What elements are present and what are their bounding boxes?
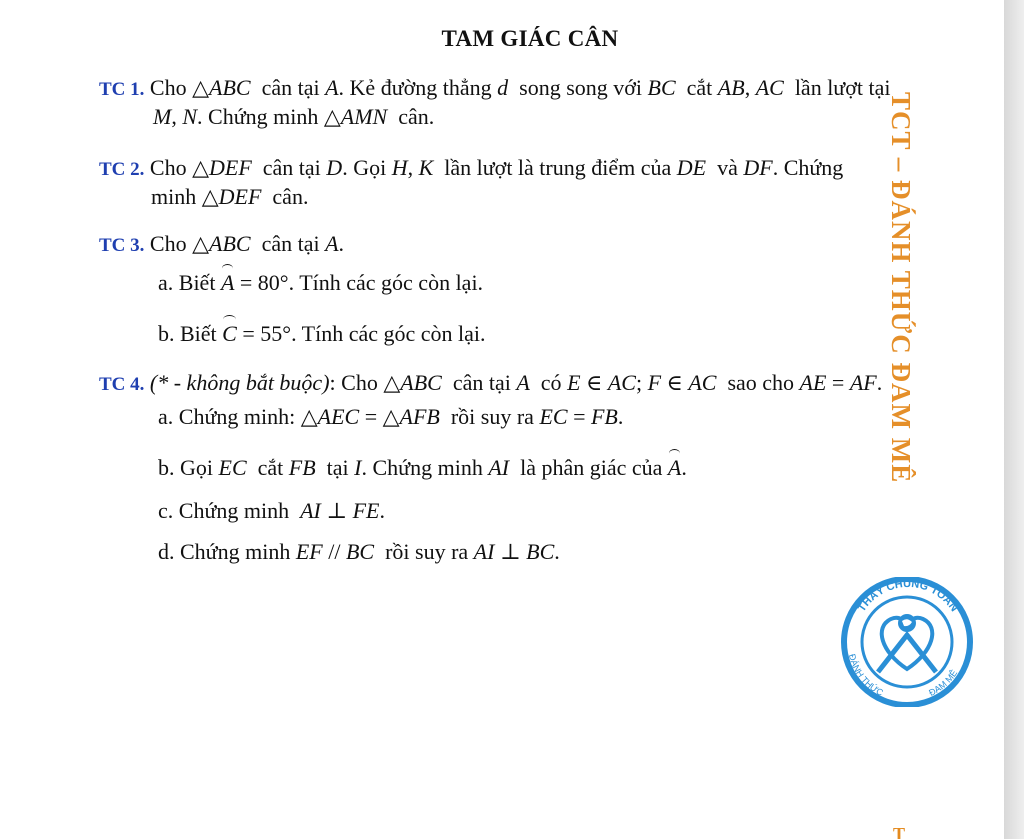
problem-2-line-2: minh △DEF cân. <box>151 184 309 209</box>
page-edge-shadow <box>1004 0 1024 839</box>
logo-top-text: THẦY CHUNG TOÁN <box>855 577 961 615</box>
problem-1-line-2: M, N. Chứng minh △AMN cân. <box>153 104 435 129</box>
problem-4-line-1: TC 4. (* - không bắt buộc): Cho △ABC cân tại A có E ∈ AC; F ∈ AC sao cho AE = AF. <box>99 370 883 395</box>
problem-3-label: TC 3. <box>99 235 145 256</box>
problem-2-line-1: TC 2. Cho △DEF cân tại D. Gọi H, K lần lượt là trung điểm của DE và DF. Chứng <box>99 155 844 180</box>
problem-4-part-b: b. Gọi EC cắt FB tại I. Chứng minh AI là phân giác của A. <box>158 455 687 480</box>
watermark-edge-mark: T <box>893 824 906 839</box>
document-title: TAM GIÁC CÂN <box>441 26 619 51</box>
problem-2-label: TC 2. <box>99 159 145 180</box>
problem-3-part-b: b. Biết C = 55°. Tính các góc còn lại. <box>158 321 486 346</box>
problem-4-part-c: c. Chứng minh AI ⊥ FE. <box>158 498 385 523</box>
logo-bottom-left-text: ĐÁNH THỨC <box>846 652 885 698</box>
problem-1-label: TC 1. <box>99 79 145 100</box>
problem-3-line-1: TC 3. Cho △ABC cân tại A. <box>99 231 345 256</box>
problem-4-label: TC 4. <box>99 374 145 395</box>
watermark-text: TCT – ĐÁNH THỨC ĐAM MÊ <box>886 92 916 484</box>
problem-4-part-a: a. Chứng minh: △AEC = △AFB rồi suy ra EC = FB. <box>158 404 624 429</box>
problem-1-line-1: TC 1. Cho △ABC cân tại A. Kẻ đường thẳng d song song với BC cắt AB, AC lần lượt tại <box>99 75 891 100</box>
problem-4-part-d: d. Chứng minh EF // BC rồi suy ra AI ⊥ BC. <box>158 539 560 564</box>
problem-3-part-a: a. Biết A = 80°. Tính các góc còn lại. <box>158 270 484 295</box>
logo-bottom-right-text: ĐAM MÊ <box>927 668 960 698</box>
thay-chung-toan-logo <box>836 577 978 707</box>
